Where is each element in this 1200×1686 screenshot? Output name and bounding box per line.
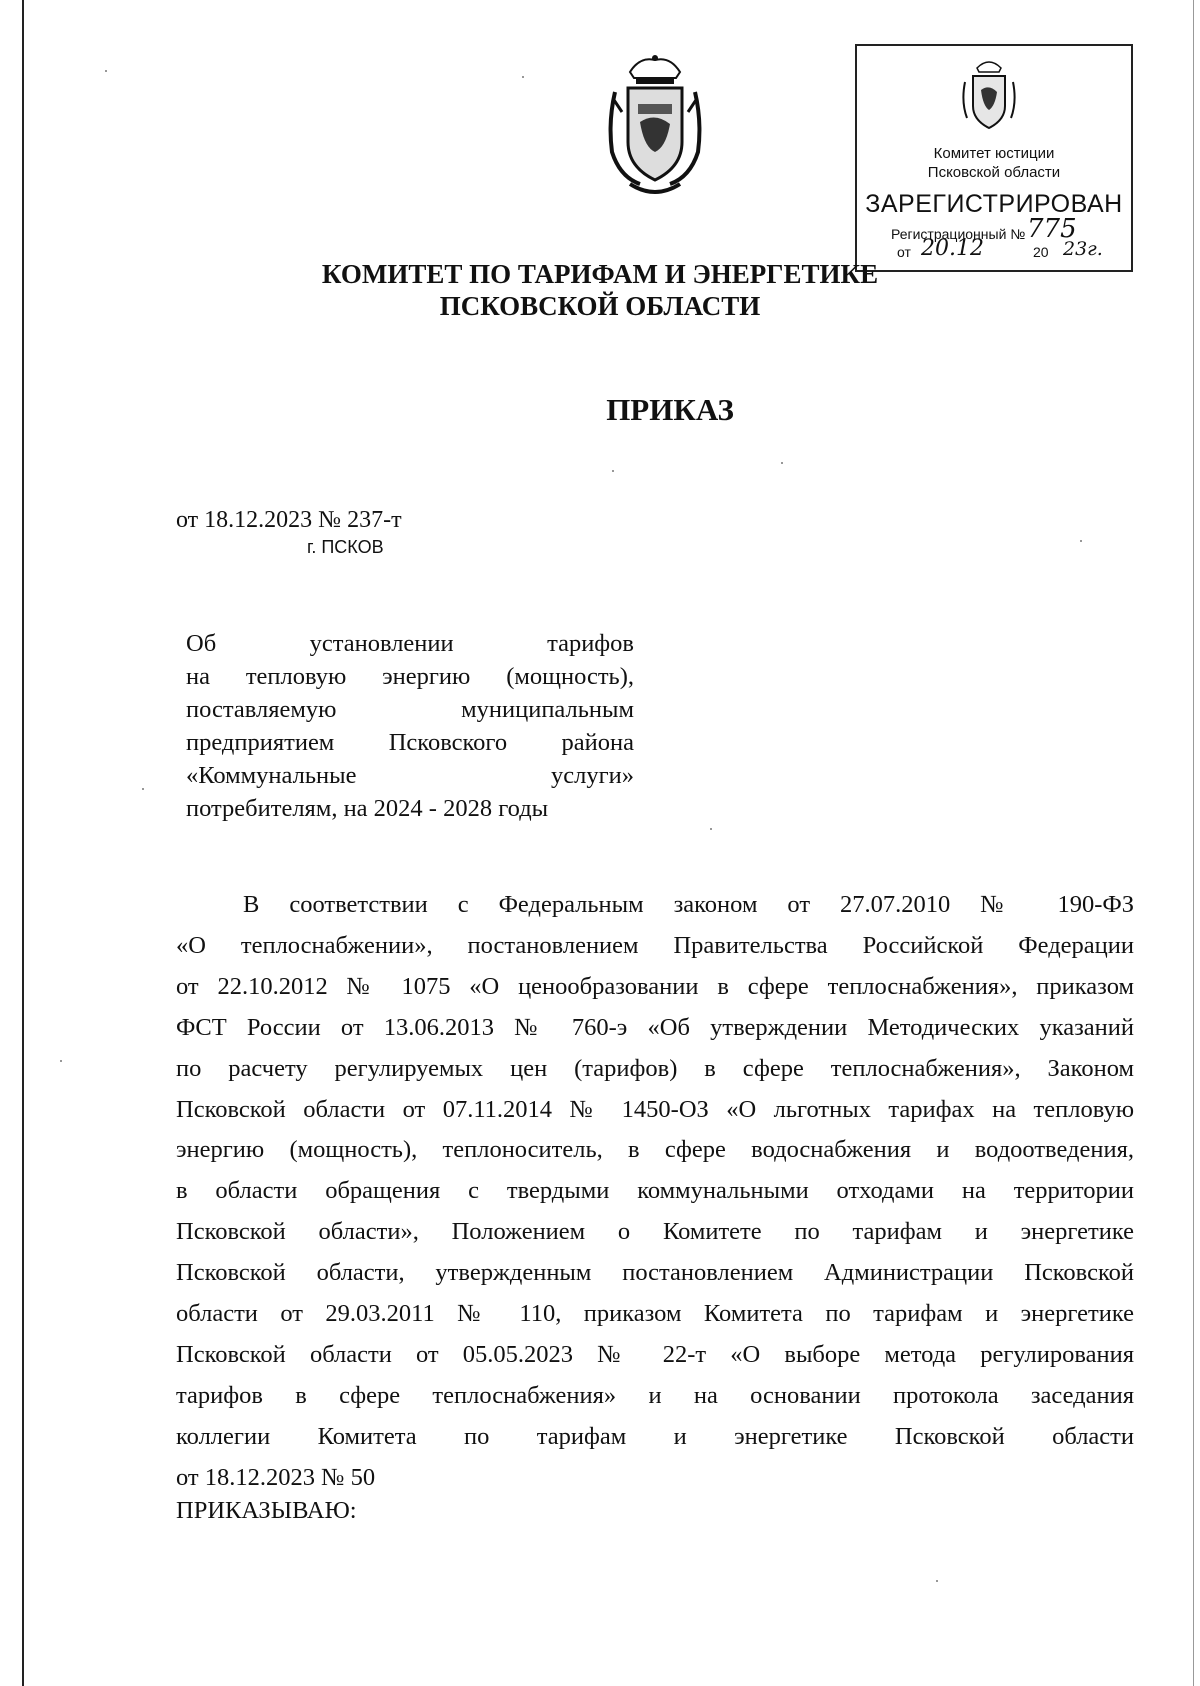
scan-speck bbox=[710, 828, 712, 830]
body-line: В соответствии с Федеральным законом от 27.07.2010 № 190-ФЗ bbox=[243, 891, 1134, 918]
stamp-org-line2: Псковской области bbox=[927, 164, 1061, 181]
scan-speck bbox=[936, 1580, 938, 1582]
scan-speck bbox=[612, 470, 614, 472]
stamp-year-prefix: 20 bbox=[1033, 244, 1049, 260]
body-line: ФСТ России от 13.06.2013 № 760-э «Об утверждении Методических указаний bbox=[176, 1013, 1134, 1041]
body-line: энергию (мощность), теплоноситель, в сфере водоснабжения и водоотведения, bbox=[176, 1136, 1134, 1164]
subject-line: предприятием Псковского района bbox=[186, 729, 634, 756]
stamp-registered-label: ЗАРЕГИСТРИРОВАН bbox=[865, 190, 1123, 218]
document-body-paragraph bbox=[176, 885, 1134, 1499]
document-date-number: от 18.12.2023 № 237-т bbox=[176, 507, 402, 533]
body-line: тарифов в сфере теплоснабжения» и на основании протокола заседания bbox=[176, 1381, 1134, 1409]
scan-speck bbox=[1080, 540, 1082, 542]
scan-speck bbox=[105, 70, 107, 72]
scan-edge-line-right bbox=[1193, 0, 1194, 1686]
body-line: Псковской области, утвержденным постановлением Администрации Псковской bbox=[176, 1259, 1134, 1287]
body-line: от 22.10.2012 № 1075 «О ценообразовании в сфере теплоснабжения», приказом bbox=[176, 972, 1134, 1000]
stamp-reg-number-value: 775 bbox=[1027, 214, 1077, 244]
body-line: Псковской области», Положением о Комитете по тарифам и энергетике bbox=[176, 1218, 1134, 1246]
scan-speck bbox=[142, 788, 144, 790]
registration-stamp bbox=[855, 44, 1133, 272]
stamp-year-value: 23г. bbox=[1063, 238, 1103, 260]
body-line: «О теплоснабжении», постановлением Правительства Российской Федерации bbox=[176, 931, 1134, 959]
stamp-emblem bbox=[957, 56, 1021, 136]
stamp-date-label: от bbox=[897, 244, 911, 260]
stamp-org-line1: Комитет юстиции bbox=[933, 145, 1055, 162]
body-line: коллегии Комитета по тарифам и энергетике Псковской области bbox=[176, 1422, 1134, 1450]
body-line: от 18.12.2023 № 50 bbox=[176, 1463, 376, 1491]
organization-title-line1: КОМИТЕТ ПО ТАРИФАМ И ЭНЕРГЕТИКЕ bbox=[321, 259, 879, 289]
scan-speck bbox=[60, 1060, 62, 1062]
body-line: Псковской области от 07.11.2014 № 1450-ОЗ «О льготных тарифах на тепловую bbox=[176, 1095, 1134, 1123]
subject-line: Об установлении тарифов bbox=[186, 630, 634, 657]
stamp-organization bbox=[857, 144, 1131, 182]
body-line: Псковской области от 05.05.2023 № 22-т «О выборе метода регулирования bbox=[176, 1340, 1134, 1368]
subject-line: потребителям, на 2024 - 2028 годы bbox=[186, 795, 549, 822]
stamp-reg-number-label: Регистрационный № bbox=[891, 226, 1026, 242]
scan-edge-line bbox=[22, 0, 24, 1686]
coat-of-arms-emblem bbox=[600, 52, 710, 202]
document-city: г. ПСКОВ bbox=[307, 537, 384, 557]
subject-line: «Коммунальные услуги» bbox=[186, 762, 634, 789]
document-type-heading: ПРИКАЗ bbox=[606, 392, 734, 427]
body-line: области от 29.03.2011 № 110, приказом Комитета по тарифам и энергетике bbox=[176, 1300, 1134, 1328]
scan-speck bbox=[522, 76, 524, 78]
scan-speck bbox=[781, 462, 783, 464]
organization-title-line2: ПСКОВСКОЙ ОБЛАСТИ bbox=[439, 291, 761, 321]
body-line: по расчету регулируемых цен (тарифов) в сфере теплоснабжения», Законом bbox=[176, 1054, 1134, 1082]
body-line: в области обращения с твердыми коммунальными отходами на территории bbox=[176, 1177, 1134, 1205]
order-directive: ПРИКАЗЫВАЮ: bbox=[176, 1497, 357, 1524]
subject-line: поставляемую муниципальным bbox=[186, 696, 634, 723]
document-subject bbox=[186, 627, 634, 825]
subject-line: на тепловую энергию (мощность), bbox=[186, 663, 634, 690]
stamp-date-value: 20.12 bbox=[921, 236, 984, 261]
